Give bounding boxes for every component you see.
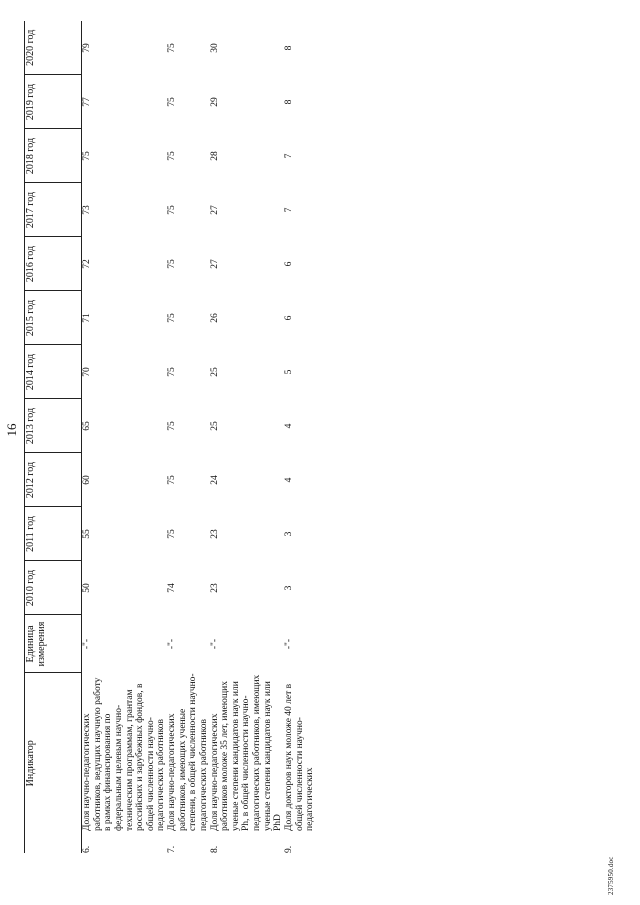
page-number: 16 [4,423,19,437]
year-header: 2012 год [25,453,82,507]
value-cell: 75 [167,313,177,323]
value-cell: 77 [82,97,92,107]
unit-cell: -"- [283,638,294,650]
value-cell: 75 [167,421,177,431]
value-cell: 74 [167,583,177,593]
table-row [82,21,168,853]
value-cell: 60 [82,475,92,485]
value-cell: 75 [167,475,177,485]
row-number: 7. [167,845,177,853]
value-cell: 75 [167,97,177,107]
year-header: 2016 год [25,237,82,291]
value-cell: 4 [283,477,294,483]
unit-cell: -"- [82,638,92,650]
indicator-header: Индикатор [25,673,82,853]
year-header: 2019 год [25,75,82,129]
row-number: 9. [283,845,294,853]
year-header: 2014 год [25,345,82,399]
value-cell: 5 [283,369,294,375]
value-cell: 75 [167,529,177,539]
value-cell: 7 [283,153,294,159]
value-cell: 28 [209,151,220,161]
value-cell: 6 [283,315,294,321]
value-cell: 65 [82,421,92,431]
indicator-text: Доля докторов наук моложе 40 лет в общей численности научно-педагогических [283,683,316,831]
row-number: 8. [209,845,220,853]
year-header: 2018 год [25,129,82,183]
value-cell: 70 [82,367,92,377]
value-cell: 75 [167,205,177,215]
value-cell: 55 [82,529,92,539]
value-cell: 3 [283,585,294,591]
value-cell: 29 [209,97,220,107]
value-cell: 25 [209,367,220,377]
value-cell: 8 [283,45,294,51]
value-cell: 25 [209,421,220,431]
value-cell: 6 [283,261,294,267]
year-header: 2015 год [25,291,82,345]
unit-cell: -"- [209,638,220,650]
table-row [284,21,316,853]
year-header: 2010 год [25,561,82,615]
document-id: 2375950.doc [607,856,615,895]
value-cell: 30 [209,43,220,53]
year-header: 2011 год [25,507,82,561]
indicator-text: Доля научно-педагогических работников моложе 35 лет, имеющих ученые степени кандидатов наук или Ph, в общей численности научно-педагогических работников, имеющих ученые степени кандидатов наук или PhD [209,674,284,831]
row-number: 6. [82,845,92,853]
value-cell: 50 [82,583,92,593]
value-cell: 23 [209,529,220,539]
value-cell: 75 [167,259,177,269]
value-cell: 75 [167,43,177,53]
value-cell: 75 [82,151,92,161]
value-cell: 27 [209,205,220,215]
value-cell: 3 [283,531,294,537]
year-header: 2013 год [25,399,82,453]
unit-header: Единица измерения [25,615,82,673]
year-header: 2017 год [25,183,82,237]
value-cell: 71 [82,313,92,323]
value-cell: 8 [283,99,294,105]
value-cell: 23 [209,583,220,593]
value-cell: 72 [82,259,92,269]
value-cell: 75 [167,367,177,377]
value-cell: 79 [82,43,92,53]
unit-cell: -"- [167,638,177,650]
year-header: 2020 год [25,21,82,75]
value-cell: 7 [283,207,294,213]
indicator-text: Доля научно-педагогических работников, ведущих научную работу в рамках финансирования по федеральным целевым научно-техническим программам, грантам российских и зарубежных фондов, в общей численности научно-педагогических работников [82,677,167,831]
header-row [25,21,82,853]
indicator-text: Доля научно-педагогических работников, имеющих ученые степени, в общей численности научно-педагогических работников [167,673,209,831]
table-row [210,21,284,853]
value-cell: 24 [209,475,220,485]
value-cell: 73 [82,205,92,215]
value-cell: 75 [167,151,177,161]
indicator-table [24,21,316,853]
value-cell: 4 [283,423,294,429]
table-row [167,21,210,853]
value-cell: 26 [209,313,220,323]
value-cell: 27 [209,259,220,269]
